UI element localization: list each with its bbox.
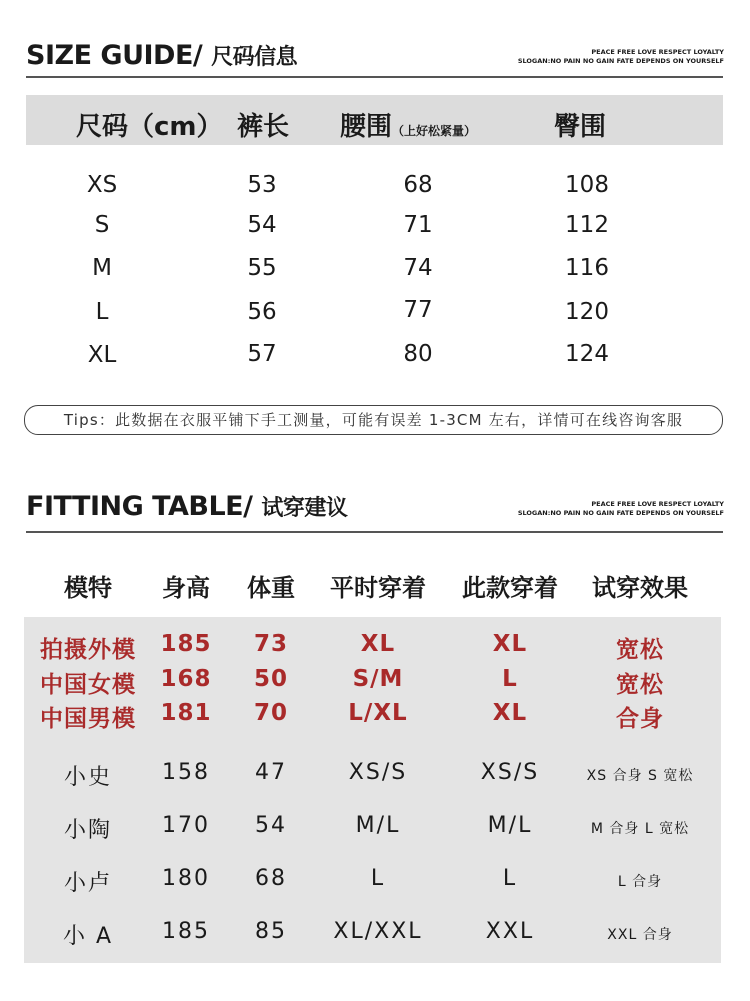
header-length: 裤长 (237, 112, 290, 142)
fit-effect-cell: L 合身 (617, 874, 663, 890)
header-fit-effect: 试穿效果 (592, 574, 688, 602)
height-cell: 185 (160, 631, 212, 657)
this-size-cell: L (502, 866, 518, 891)
this-size-cell: L (502, 666, 518, 692)
slogan-line-2: SLOGAN:NO PAIN NO GAIN FATE DEPENDS ON YOURSELF (517, 57, 724, 65)
model-cell: 拍摄外模 (40, 637, 136, 663)
length-cell: 55 (247, 255, 277, 281)
header-size: 尺码（cm） (76, 112, 223, 142)
this-size-cell: XL (492, 700, 528, 726)
length-cell: 57 (247, 341, 277, 367)
hip-cell: 124 (565, 341, 609, 367)
waist-cell: 71 (403, 212, 433, 238)
height-cell: 185 (162, 919, 210, 944)
size-cell: L (95, 299, 109, 325)
size-guide-title-en: SIZE GUIDE/ (26, 40, 203, 71)
height-cell: 168 (160, 666, 212, 692)
usual-size-cell: XL/XXL (333, 919, 423, 944)
header-hip: 臀围 (554, 112, 607, 142)
this-size-cell: XS/S (480, 760, 540, 785)
size-cell: S (94, 212, 110, 238)
header-weight: 体重 (247, 574, 295, 602)
weight-cell: 73 (253, 631, 288, 657)
fitting-title-en: FITTING TABLE/ (26, 491, 253, 522)
fitting-table-divider (26, 531, 723, 533)
size-cell: XS (86, 172, 118, 198)
size-cell: M (92, 255, 112, 281)
fitting-title-cn: 试穿建议 (261, 496, 348, 521)
hip-cell: 120 (565, 299, 609, 325)
fitting-table-slogan (518, 500, 724, 518)
header-waist-note: （上好松紧量） (392, 124, 477, 138)
model-cell: 小 A (62, 924, 114, 949)
fit-effect-cell: 宽松 (616, 637, 664, 663)
this-size-cell: XL (492, 631, 528, 657)
this-size-cell: XXL (485, 919, 535, 944)
header-height: 身高 (162, 574, 210, 602)
this-size-cell: M/L (487, 813, 533, 838)
weight-cell: 50 (253, 666, 288, 692)
fit-effect-cell: XS 合身 S 宽松 (586, 768, 694, 784)
slogan-line-2: SLOGAN:NO PAIN NO GAIN FATE DEPENDS ON YOURSELF (517, 509, 724, 517)
height-cell: 170 (162, 813, 210, 838)
hip-cell: 108 (565, 172, 609, 198)
header-this-size: 此款穿着 (462, 574, 558, 602)
hip-cell: 116 (565, 255, 609, 281)
usual-size-cell: M/L (355, 813, 401, 838)
waist-cell: 80 (403, 341, 433, 367)
length-cell: 54 (247, 212, 277, 238)
fit-effect-cell: 合身 (616, 706, 664, 732)
height-cell: 158 (162, 760, 210, 785)
height-cell: 181 (160, 700, 212, 726)
weight-cell: 47 (255, 760, 287, 785)
size-cell: XL (87, 342, 117, 368)
model-cell: 小史 (63, 765, 112, 790)
length-cell: 53 (247, 172, 277, 198)
waist-cell: 74 (403, 255, 433, 281)
usual-size-cell: S/M (352, 666, 404, 692)
weight-cell: 54 (255, 813, 287, 838)
fit-effect-cell: XXL 合身 (607, 927, 673, 943)
model-cell: 小卢 (63, 871, 112, 896)
usual-size-cell: L (370, 866, 386, 891)
usual-size-cell: L/XL (348, 700, 408, 726)
waist-cell: 77 (403, 297, 433, 323)
usual-size-cell: XS/S (348, 760, 408, 785)
usual-size-cell: XL (360, 631, 396, 657)
length-cell: 56 (247, 299, 277, 325)
header-usual-size: 平时穿着 (330, 574, 426, 602)
fitting-table-title (26, 491, 347, 522)
header-waist-label: 腰围 (340, 112, 393, 142)
header-waist (340, 106, 476, 143)
header-model: 模特 (64, 574, 112, 602)
fit-effect-cell: 宽松 (616, 672, 664, 698)
height-cell: 180 (162, 866, 210, 891)
size-guide-divider (26, 76, 723, 78)
weight-cell: 70 (253, 700, 288, 726)
hip-cell: 112 (565, 212, 609, 238)
model-cell: 中国男模 (40, 706, 136, 732)
size-guide-title-cn: 尺码信息 (211, 45, 298, 70)
slogan-line-1: PEACE FREE LOVE RESPECT LOYALTY (591, 48, 724, 56)
slogan-line-1: PEACE FREE LOVE RESPECT LOYALTY (591, 500, 724, 508)
model-cell: 小陶 (63, 818, 112, 843)
model-cell: 中国女模 (40, 672, 136, 698)
weight-cell: 85 (255, 919, 287, 944)
tips-note: Tips：此数据在衣服平铺下手工测量，可能有误差 1-3CM 左右，详情可在线咨询客服 (24, 405, 723, 435)
fit-effect-cell: M 合身 L 宽松 (590, 821, 690, 837)
size-guide-slogan (518, 48, 724, 66)
waist-cell: 68 (403, 172, 433, 198)
size-guide-title (26, 40, 297, 71)
weight-cell: 68 (255, 866, 287, 891)
